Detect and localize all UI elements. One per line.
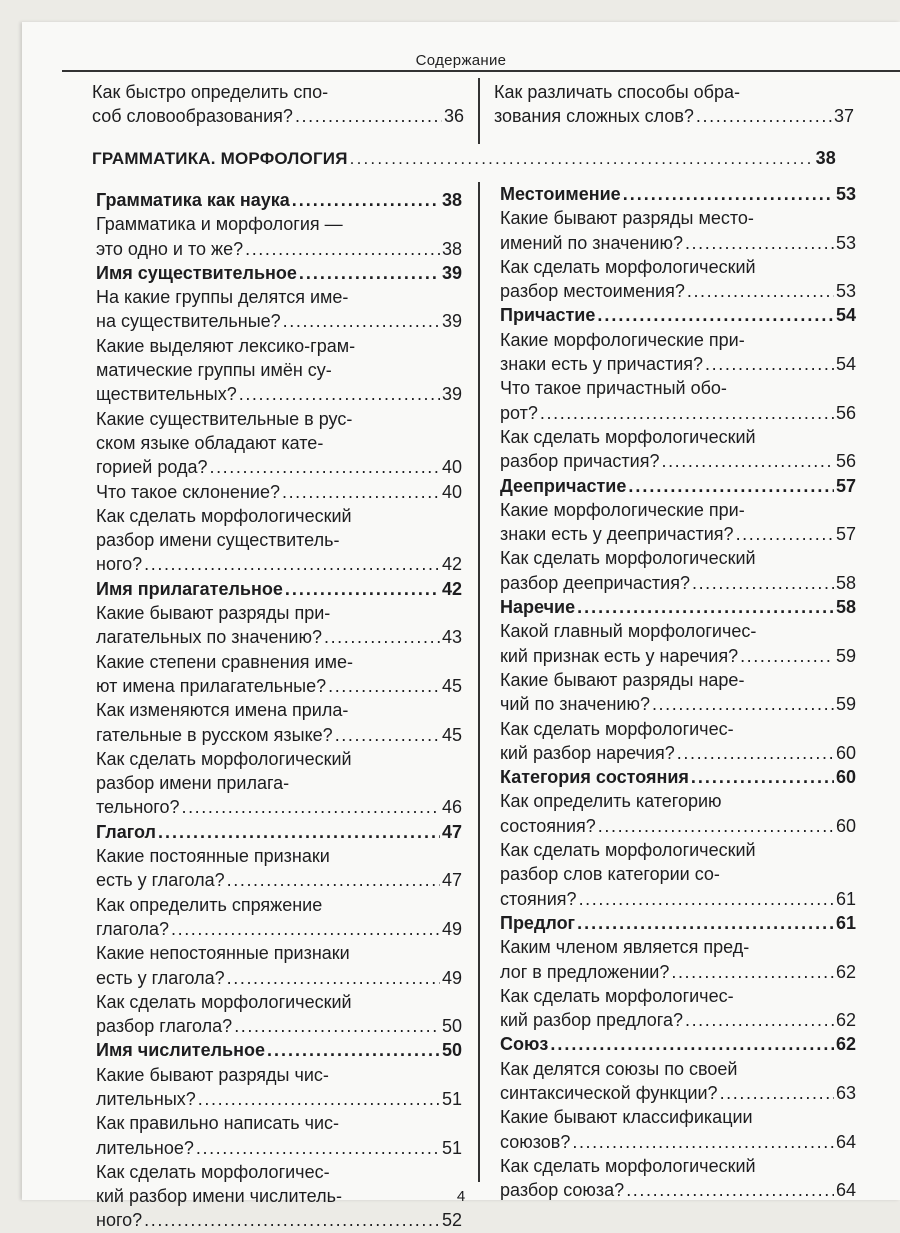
- toc-entry-text: на существительные?: [96, 311, 281, 332]
- toc-text-line: Как сделать морфологический: [96, 991, 352, 1012]
- toc-text-line: кий разбор имени числитель-: [96, 1186, 342, 1207]
- dot-leader: [550, 1032, 834, 1056]
- toc-top-right: [494, 80, 854, 129]
- toc-entry-text: разбор союза?: [500, 1180, 625, 1201]
- toc-page-number: 53: [835, 232, 856, 253]
- toc-entry-text: зования сложных слов?: [494, 106, 694, 127]
- dot-leader: [577, 911, 834, 935]
- dot-leader: [324, 625, 440, 649]
- dot-leader: [579, 887, 834, 911]
- toc-page-number: 46: [441, 797, 462, 818]
- toc-entry-text: кий разбор наречия?: [500, 742, 675, 763]
- toc-text-line: Что такое причастный обо-: [500, 378, 727, 399]
- toc-heading[interactable]: [500, 474, 856, 498]
- toc-entry[interactable]: [96, 723, 462, 747]
- header-rule: [62, 70, 900, 72]
- toc-text-line: ском языке обладают кате-: [96, 432, 324, 453]
- toc-entry-text: лог в предложении?: [500, 961, 670, 982]
- toc-page-number: 53: [835, 281, 856, 302]
- toc-text-line: Какие бывают разряды при-: [96, 603, 331, 624]
- toc-entry[interactable]: [96, 1208, 462, 1232]
- toc-text-line: Какие морфологические при-: [500, 329, 745, 350]
- toc-heading[interactable]: [96, 577, 462, 601]
- dot-leader: [540, 401, 834, 425]
- dot-leader: [677, 741, 834, 765]
- toc-heading[interactable]: [96, 820, 462, 844]
- dot-leader: [267, 1038, 440, 1062]
- toc-entry-text: знаки есть у причастия?: [500, 354, 704, 375]
- section-title: ГРАММАТИКА. МОРФОЛОГИЯ: [92, 149, 348, 168]
- toc-entry[interactable]: [96, 795, 462, 819]
- toc-heading-text: Грамматика как наука: [96, 190, 290, 210]
- toc-text-line: Как определить спряжение: [96, 894, 323, 915]
- toc-entry-text: соб словообразования?: [92, 106, 293, 127]
- toc-entry-text: ществительных?: [96, 384, 237, 405]
- dot-leader: [623, 182, 834, 206]
- toc-text-line: Как сделать морфологический: [500, 840, 756, 861]
- toc-left-column: [96, 188, 462, 1233]
- toc-heading-text: Категория состояния: [500, 767, 689, 788]
- toc-entry[interactable]: [500, 449, 856, 473]
- toc-page-number: 49: [441, 918, 462, 939]
- toc-text-line: Как изменяются имена прила-: [96, 700, 349, 721]
- toc-text-line: Как сделать морфологический: [96, 505, 352, 526]
- toc-heading-text: Имя существительное: [96, 262, 297, 283]
- toc-entry[interactable]: [500, 401, 856, 425]
- toc-entry[interactable]: [96, 917, 462, 941]
- toc-entry-text: ного?: [96, 554, 143, 575]
- book-page: [22, 22, 900, 1231]
- toc-text-line: Какие постоянные признаки: [96, 846, 330, 867]
- toc-text-line: Каким членом является пред-: [500, 937, 750, 958]
- toc-text-line: разбор слов категории со-: [500, 864, 720, 885]
- toc-entry[interactable]: [500, 887, 856, 911]
- toc-page-number: 38: [441, 238, 462, 259]
- toc-entry[interactable]: [96, 625, 462, 649]
- toc-text-line: Как различать способы обра-: [494, 82, 740, 102]
- toc-page-number: 42: [441, 578, 462, 599]
- toc-right-column: [500, 182, 856, 1202]
- toc-entry[interactable]: [500, 1130, 856, 1154]
- dot-leader: [705, 352, 834, 376]
- toc-page-number: 52: [441, 1210, 462, 1231]
- toc-text-line: Какие бывают разряды чис-: [96, 1064, 329, 1085]
- toc-text-line: Какие степени сравнения име-: [96, 651, 353, 672]
- toc-entry[interactable]: [92, 104, 464, 128]
- toc-page-number: 60: [835, 815, 856, 836]
- toc-entry-text: глагола?: [96, 918, 169, 939]
- dot-leader: [171, 917, 440, 941]
- toc-page-number: 36: [443, 106, 464, 127]
- toc-entry-text: знаки есть у деепричастия?: [500, 524, 734, 545]
- toc-entry[interactable]: [96, 1136, 462, 1160]
- toc-entry[interactable]: [96, 309, 462, 333]
- toc-entry-text: лительных?: [96, 1088, 196, 1109]
- toc-text-line: Как сделать морфологичес-: [96, 1161, 330, 1182]
- dot-leader: [144, 552, 440, 576]
- toc-text-line: Какие бывают разряды наре-: [500, 669, 745, 690]
- toc-heading[interactable]: [500, 303, 856, 327]
- toc-text-line: Как сделать морфологический: [500, 1155, 756, 1176]
- toc-page-number: 57: [835, 524, 856, 545]
- toc-page-number: 61: [835, 912, 856, 933]
- toc-page-number: 40: [441, 457, 462, 478]
- toc-text-line: Как быстро определить спо-: [92, 82, 329, 102]
- toc-entry-text: разбор местоимения?: [500, 281, 685, 302]
- section-heading[interactable]: [92, 148, 836, 176]
- toc-entry[interactable]: [96, 674, 462, 698]
- toc-page-number: 45: [441, 675, 462, 696]
- toc-entry-text: есть у глагола?: [96, 870, 225, 891]
- toc-entry[interactable]: [500, 960, 856, 984]
- dot-leader: [196, 1136, 440, 1160]
- toc-page-number: 60: [835, 767, 856, 788]
- toc-entry-text: тельного?: [96, 797, 180, 818]
- toc-text-line: Какие выделяют лексико-грам-: [96, 335, 356, 356]
- toc-entry-text: есть у глагола?: [96, 967, 225, 988]
- dot-leader: [198, 1087, 440, 1111]
- toc-heading[interactable]: [500, 1032, 856, 1056]
- toc-text-line: матические группы имён су-: [96, 360, 332, 381]
- dot-leader: [736, 522, 834, 546]
- dot-leader: [597, 303, 834, 327]
- toc-entry[interactable]: [96, 1014, 462, 1038]
- dot-leader: [234, 1014, 440, 1038]
- toc-heading[interactable]: [96, 261, 462, 285]
- toc-heading-text: Имя прилагательное: [96, 578, 283, 599]
- toc-entry[interactable]: [500, 741, 856, 765]
- toc-entry[interactable]: [500, 522, 856, 546]
- toc-page-number: 50: [441, 1016, 462, 1037]
- dot-leader: [299, 261, 440, 285]
- toc-page-number: 64: [835, 1131, 856, 1152]
- toc-heading[interactable]: [96, 1038, 462, 1062]
- toc-entry-text: разбор глагола?: [96, 1016, 233, 1037]
- dot-leader: [691, 765, 834, 789]
- dot-leader: [245, 237, 440, 261]
- dot-leader: [692, 571, 834, 595]
- toc-text-line: Как сделать морфологический: [500, 256, 756, 277]
- toc-page-number: 59: [835, 694, 856, 715]
- toc-page-number: 45: [441, 724, 462, 745]
- toc-entry-text: лительное?: [96, 1137, 194, 1158]
- dot-leader: [685, 1008, 834, 1032]
- dot-leader: [572, 1130, 834, 1154]
- toc-page-number: 63: [835, 1082, 856, 1103]
- toc-text-line: Какие непостоянные признаки: [96, 943, 350, 964]
- page-number: 4: [456, 1188, 466, 1205]
- toc-entry[interactable]: [500, 1008, 856, 1032]
- dot-leader: [740, 644, 834, 668]
- dot-leader: [350, 149, 814, 169]
- toc-entry[interactable]: [500, 571, 856, 595]
- toc-page-number: 56: [835, 402, 856, 423]
- toc-heading-text: Наречие: [500, 597, 576, 618]
- toc-entry-text: Что такое склонение?: [96, 481, 280, 502]
- dot-leader: [227, 868, 440, 892]
- toc-page-number: 53: [835, 184, 856, 204]
- toc-text-line: Как сделать морфологический: [500, 426, 756, 447]
- toc-page-number: 54: [835, 305, 856, 326]
- dot-leader: [209, 455, 440, 479]
- toc-entry[interactable]: [96, 237, 462, 261]
- toc-page-number: 54: [835, 354, 856, 375]
- toc-entry-text: кий признак есть у наречия?: [500, 645, 739, 666]
- toc-text-line: Какие бывают разряды место-: [500, 208, 754, 229]
- toc-entry[interactable]: [500, 814, 856, 838]
- dot-leader: [227, 966, 440, 990]
- dot-leader: [335, 723, 440, 747]
- toc-heading-text: Местоимение: [500, 184, 621, 204]
- toc-entry-text: это одно и то же?: [96, 238, 244, 259]
- dot-leader: [144, 1208, 440, 1232]
- dot-leader: [158, 820, 440, 844]
- toc-entry-text: ют имена прилагательные?: [96, 675, 327, 696]
- toc-text-line: На какие группы делятся име-: [96, 287, 349, 308]
- dot-leader: [671, 960, 834, 984]
- toc-text-line: Как сделать морфологичес-: [500, 985, 734, 1006]
- toc-top-left: [92, 80, 464, 129]
- dot-leader: [720, 1081, 834, 1105]
- dot-leader: [282, 480, 440, 504]
- toc-entry[interactable]: [96, 382, 462, 406]
- toc-heading-text: Имя числительное: [96, 1040, 265, 1061]
- toc-entry-text: разбор деепричастия?: [500, 572, 690, 593]
- toc-entry-text: союзов?: [500, 1131, 571, 1152]
- toc-text-line: Какие морфологические при-: [500, 499, 745, 520]
- toc-page-number: 62: [835, 1010, 856, 1031]
- toc-entry[interactable]: [96, 455, 462, 479]
- toc-entry-text: стояния?: [500, 888, 577, 909]
- toc-page-number: 62: [835, 961, 856, 982]
- toc-page-number: 60: [835, 742, 856, 763]
- toc-page-number: 59: [835, 645, 856, 666]
- toc-page-number: 39: [441, 311, 462, 332]
- section-page-number: 38: [815, 148, 836, 168]
- toc-page-number: 62: [835, 1034, 856, 1055]
- toc-text-line: Как сделать морфологический: [500, 548, 756, 569]
- toc-entry[interactable]: [500, 352, 856, 376]
- toc-heading-text: Причастие: [500, 305, 596, 326]
- dot-leader: [239, 382, 440, 406]
- toc-page-number: 49: [441, 967, 462, 988]
- dot-leader: [687, 279, 834, 303]
- dot-leader: [598, 814, 834, 838]
- dot-leader: [283, 309, 440, 333]
- toc-page-number: 56: [835, 451, 856, 472]
- toc-entry-text: чий по значению?: [500, 694, 650, 715]
- toc-page-number: 43: [441, 627, 462, 648]
- toc-text-line: Как делятся союзы по своей: [500, 1058, 738, 1079]
- dot-leader: [661, 449, 834, 473]
- toc-page-number: 38: [441, 190, 462, 210]
- toc-text-line: Как правильно написать чис-: [96, 1113, 340, 1134]
- toc-entry-text: лагательных по значению?: [96, 627, 322, 648]
- dot-leader: [696, 104, 832, 128]
- toc-heading[interactable]: [96, 188, 462, 212]
- toc-heading-text: Глагол: [96, 821, 156, 842]
- column-divider-main: [478, 182, 480, 1182]
- toc-entry[interactable]: [500, 1081, 856, 1105]
- toc-page-number: 39: [441, 262, 462, 283]
- toc-entry-text: кий разбор предлога?: [500, 1010, 683, 1031]
- toc-page-number: 39: [441, 384, 462, 405]
- toc-entry[interactable]: [494, 104, 854, 128]
- toc-entry[interactable]: [500, 279, 856, 303]
- toc-entry-text: горией рода?: [96, 457, 208, 478]
- toc-page-number: 61: [835, 888, 856, 909]
- toc-page-number: 42: [441, 554, 462, 575]
- toc-page-number: 47: [441, 821, 462, 842]
- dot-leader: [328, 674, 440, 698]
- dot-leader: [292, 188, 440, 212]
- toc-page-number: 50: [441, 1040, 462, 1061]
- toc-entry-text: синтаксической функции?: [500, 1082, 718, 1103]
- dot-leader: [295, 104, 442, 128]
- toc-entry-text: разбор причастия?: [500, 451, 660, 472]
- toc-text-line: Какие существительные в рус-: [96, 408, 353, 429]
- toc-page-number: 57: [835, 475, 856, 496]
- toc-entry[interactable]: [96, 1087, 462, 1111]
- toc-page-number: 37: [833, 106, 854, 127]
- running-header: Содержание: [415, 52, 507, 69]
- toc-heading[interactable]: [500, 182, 856, 206]
- toc-entry[interactable]: [96, 868, 462, 892]
- dot-leader: [685, 231, 834, 255]
- toc-text-line: Как сделать морфологичес-: [500, 718, 734, 739]
- toc-entry[interactable]: [96, 552, 462, 576]
- toc-entry[interactable]: [500, 231, 856, 255]
- toc-entry[interactable]: [500, 644, 856, 668]
- dot-leader: [652, 692, 834, 716]
- toc-text-line: Как сделать морфологический: [96, 748, 352, 769]
- toc-heading[interactable]: [500, 911, 856, 935]
- toc-entry[interactable]: [96, 966, 462, 990]
- toc-page-number: 47: [441, 870, 462, 891]
- toc-heading-text: Деепричастие: [500, 475, 627, 496]
- toc-text-line: разбор имени прилага-: [96, 773, 290, 794]
- toc-text-line: Как определить категорию: [500, 791, 722, 812]
- dot-leader: [628, 474, 834, 498]
- toc-page-number: 51: [441, 1137, 462, 1158]
- toc-page-number: 64: [835, 1180, 856, 1201]
- toc-text-line: разбор имени существитель-: [96, 530, 340, 551]
- toc-heading[interactable]: [500, 765, 856, 789]
- toc-text-line: Грамматика и морфология —: [96, 214, 343, 235]
- dot-leader: [577, 595, 834, 619]
- dot-leader: [285, 577, 440, 601]
- dot-leader: [181, 795, 439, 819]
- column-divider-top: [478, 78, 480, 144]
- toc-page-number: 58: [835, 597, 856, 618]
- toc-entry-text: имений по значению?: [500, 232, 683, 253]
- toc-entry-text: ного?: [96, 1210, 143, 1231]
- toc-entry-text: рот?: [500, 402, 538, 423]
- toc-text-line: Какой главный морфологичес-: [500, 621, 757, 642]
- toc-heading[interactable]: [500, 595, 856, 619]
- toc-entry[interactable]: [500, 692, 856, 716]
- toc-page-number: 51: [441, 1088, 462, 1109]
- toc-entry[interactable]: [96, 480, 462, 504]
- toc-text-line: Какие бывают классификации: [500, 1107, 753, 1128]
- toc-heading-text: Предлог: [500, 912, 576, 933]
- toc-entry-text: гательные в русском языке?: [96, 724, 333, 745]
- toc-entry-text: состояния?: [500, 815, 596, 836]
- toc-page-number: 40: [441, 481, 462, 502]
- toc-heading-text: Союз: [500, 1034, 549, 1055]
- toc-page-number: 58: [835, 572, 856, 593]
